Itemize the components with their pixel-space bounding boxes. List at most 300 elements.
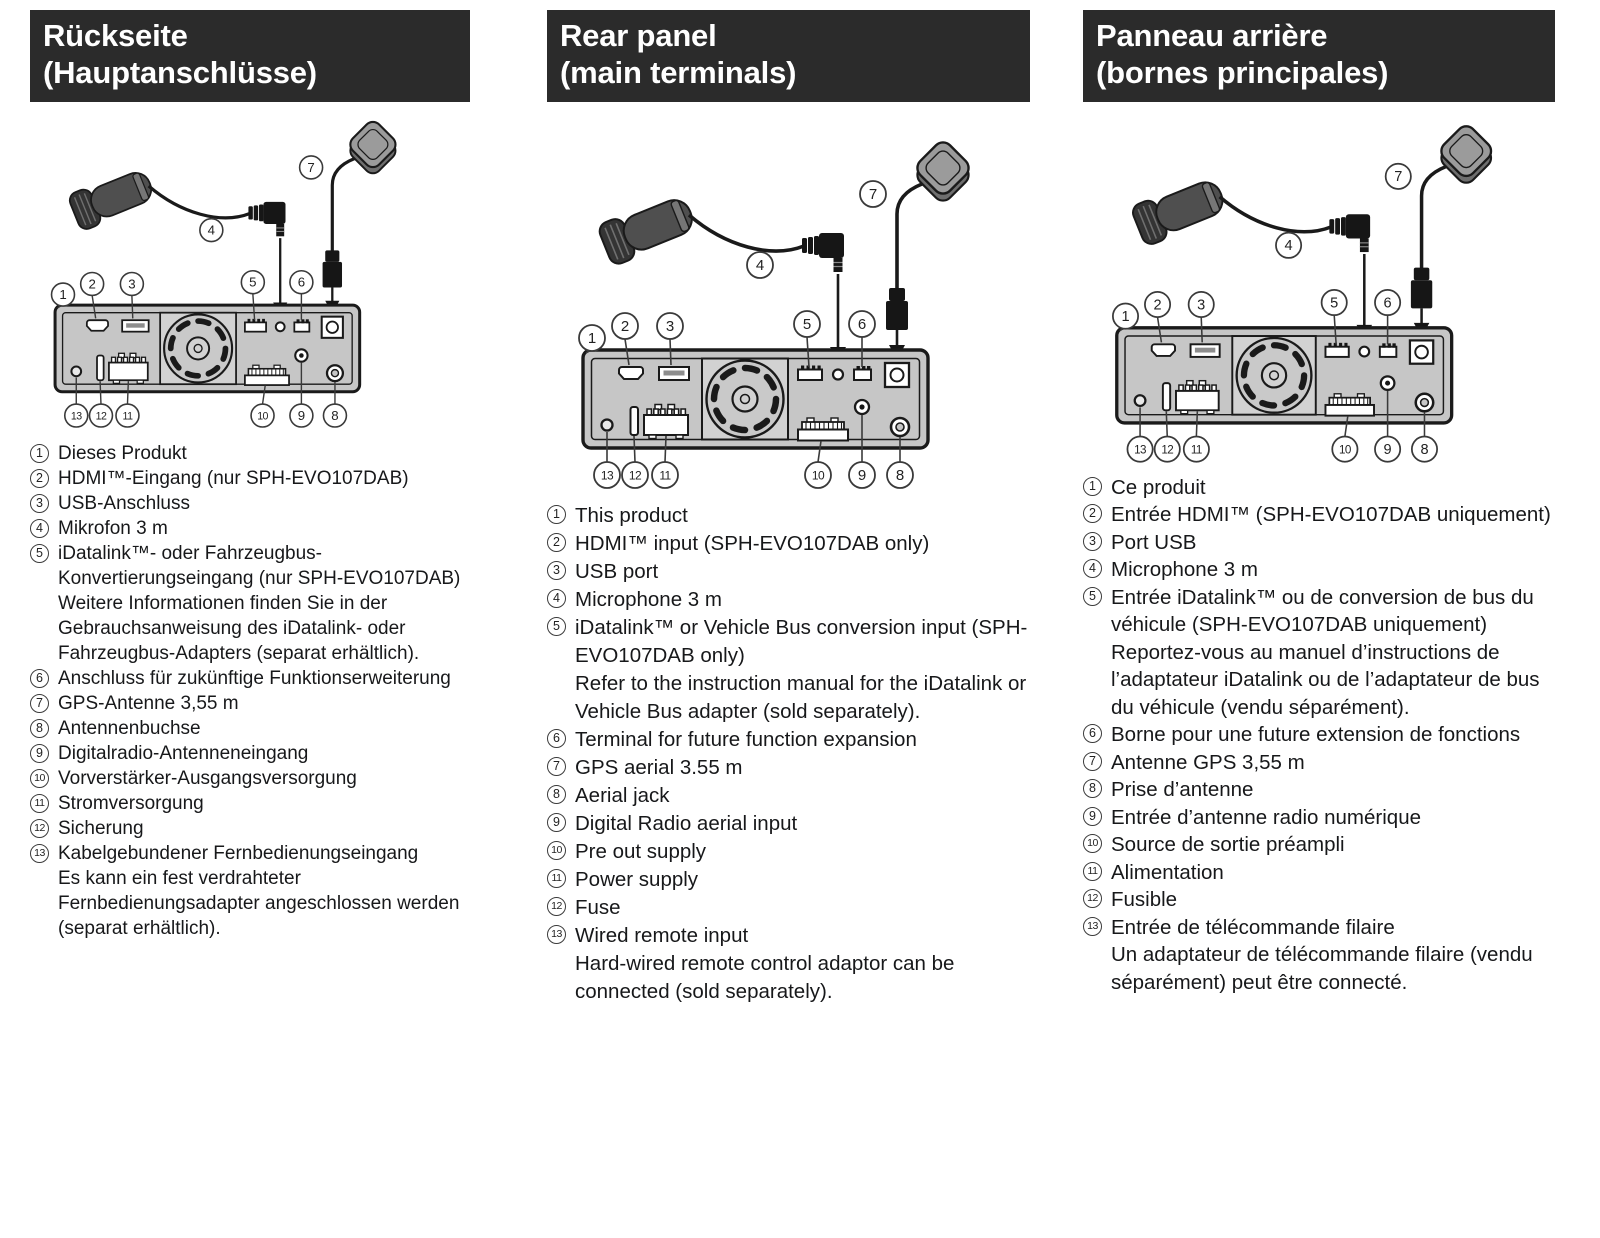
item-text (1111, 831, 1555, 859)
list-item (30, 441, 470, 466)
item-number-badge: 12 (30, 819, 49, 838)
list-item (1083, 584, 1555, 722)
list-item (1083, 501, 1555, 529)
aerial-jack (1416, 394, 1433, 411)
callout-5 (794, 311, 820, 337)
svg-text:9: 9 (1383, 441, 1392, 458)
wired-remote-jack (602, 420, 613, 431)
list-item (547, 894, 1030, 922)
svg-text:13: 13 (70, 410, 82, 423)
svg-text:4: 4 (1284, 238, 1293, 255)
item-number-badge: 7 (1083, 752, 1102, 771)
callout-3 (657, 313, 683, 339)
svg-text:3: 3 (128, 276, 136, 292)
item-label: Stromversorgung (58, 792, 204, 814)
item-number-badge: 11 (30, 794, 49, 813)
gps-cable (886, 184, 922, 360)
rear-panel (583, 350, 928, 448)
svg-text:3: 3 (665, 318, 675, 335)
title-line1: Panneau arrière (1096, 18, 1328, 53)
title-line2: (main terminals) (560, 55, 797, 90)
callout-9 (849, 462, 875, 488)
column-english (547, 10, 1030, 1006)
item-text (58, 816, 470, 841)
item-number-badge: 6 (1083, 724, 1102, 743)
svg-text:11: 11 (122, 410, 133, 423)
list-item (1083, 721, 1555, 749)
item-number-badge: 7 (547, 757, 566, 776)
svg-text:6: 6 (1383, 295, 1392, 312)
svg-text:3: 3 (1197, 297, 1206, 314)
item-label: Prise d’antenne (1111, 778, 1254, 802)
title-line2: (Hauptanschlüsse) (43, 55, 317, 90)
item-label: Entrée HDMI™ (SPH-EVO107DAB uniquement) (1111, 503, 1551, 527)
item-text (575, 782, 1030, 810)
section-title-de (30, 10, 470, 102)
svg-text:9: 9 (857, 467, 867, 484)
callout-11 (1184, 437, 1209, 462)
callout-4 (747, 252, 773, 278)
callout-11 (652, 462, 678, 488)
fuse-slot (97, 356, 104, 381)
item-label: HDMI™-Eingang (nur SPH-EVO107DAB) (58, 467, 409, 489)
item-text (575, 586, 1030, 614)
svg-text:1: 1 (1121, 308, 1130, 325)
preout-connector (245, 365, 289, 385)
item-text (1111, 501, 1555, 529)
microphone-icon (597, 191, 699, 266)
item-number-badge: 13 (30, 844, 49, 863)
item-label: Entrée iDatalink™ ou de conversion de bus du véhicule (SPH-EVO107DAB uniquement) (1111, 585, 1534, 637)
list-item (30, 741, 470, 766)
item-label: USB-Anschluss (58, 492, 190, 514)
rear-panel-diagram-svg (48, 118, 410, 429)
item-label: Ce produit (1111, 475, 1206, 499)
callout-10 (805, 462, 831, 488)
svg-text:2: 2 (1153, 297, 1162, 314)
list-item (547, 502, 1030, 530)
hdmi-port (1152, 344, 1175, 356)
wired-remote-jack (1135, 395, 1146, 406)
list-item (547, 726, 1030, 754)
callout-4 (1276, 233, 1301, 258)
digital-radio-jack (855, 400, 869, 414)
rear-panel-diagram-svg (575, 138, 985, 490)
item-label: Wired remote input (575, 924, 749, 947)
item-label: Dieses Produkt (58, 442, 187, 464)
svg-text:2: 2 (620, 318, 630, 335)
microphone-cable (1220, 197, 1372, 340)
gps-port (885, 363, 909, 387)
callout-7 (860, 181, 886, 207)
callout-9 (290, 404, 313, 427)
item-text (575, 502, 1030, 530)
callout-9 (1375, 437, 1400, 462)
list-item (1083, 914, 1555, 997)
item-text (58, 491, 470, 516)
expansion-port (294, 319, 309, 331)
list-item (1083, 749, 1555, 777)
svg-text:13: 13 (1134, 443, 1146, 457)
svg-text:4: 4 (755, 257, 765, 274)
list-item (547, 614, 1030, 726)
expansion-port (1380, 343, 1397, 357)
list-item (30, 841, 470, 941)
item-number-badge: 8 (30, 719, 49, 738)
fan-icon (1232, 336, 1315, 415)
list-item (547, 838, 1030, 866)
microphone-icon (67, 165, 157, 231)
svg-text:1: 1 (59, 286, 67, 302)
terminal-list-fr (1083, 474, 1555, 997)
item-number-badge: 2 (1083, 504, 1102, 523)
callout-7 (300, 156, 323, 179)
item-label: Port USB (1111, 530, 1197, 554)
preout-connector (1325, 394, 1374, 416)
expansion-port (854, 366, 871, 380)
aerial-jack (891, 418, 909, 436)
wired-remote-jack (71, 367, 81, 377)
item-number-badge: 4 (30, 519, 49, 538)
callout-2 (1145, 292, 1170, 317)
item-text (58, 466, 470, 491)
svg-text:5: 5 (1330, 295, 1339, 312)
item-text (575, 754, 1030, 782)
list-item (547, 586, 1030, 614)
list-item (30, 691, 470, 716)
item-number-badge: 11 (1083, 862, 1102, 881)
terminal-list-en (547, 502, 1030, 1006)
item-text (1111, 914, 1555, 997)
list-item (1083, 776, 1555, 804)
gps-antenna-icon (913, 138, 972, 204)
list-item (30, 666, 470, 691)
item-label: GPS-Antenne 3,55 m (58, 692, 239, 714)
list-item (547, 530, 1030, 558)
callout-10 (1332, 437, 1357, 462)
item-label: Entrée de télécommande filaire (1111, 915, 1395, 939)
digital-radio-jack (295, 349, 307, 361)
list-item (547, 754, 1030, 782)
item-text (58, 666, 470, 691)
item-number-badge: 10 (30, 769, 49, 788)
list-item (30, 716, 470, 741)
section-title-en (547, 10, 1030, 102)
item-text (1111, 804, 1555, 832)
item-text (58, 691, 470, 716)
svg-text:1: 1 (587, 330, 597, 347)
item-note: Weitere Informationen finden Sie in der Gebrauchsanweisung des iDatalink- oder Fahrzeugbus-Adapters (separat erhältlich). (58, 592, 420, 664)
item-note: Refer to the instruction manual for the iDatalink or Vehicle Bus adapter (sold separately). (575, 672, 1027, 723)
item-label: Alimentation (1111, 860, 1224, 884)
item-number-badge: 8 (547, 785, 566, 804)
item-text (575, 866, 1030, 894)
item-text (1111, 776, 1555, 804)
list-item (547, 866, 1030, 894)
item-label: HDMI™ input (SPH-EVO107DAB only) (575, 532, 930, 555)
callout-6 (290, 271, 313, 294)
section-title-fr (1083, 10, 1555, 102)
item-label: iDatalink™ or Vehicle Bus conversion input (SPH-EVO107DAB only) (575, 616, 1028, 667)
microphone-jack (1359, 347, 1369, 357)
item-text (1111, 584, 1555, 722)
item-text (58, 791, 470, 816)
item-text (58, 541, 470, 666)
fuse-slot (1163, 383, 1170, 410)
item-note: Reportez-vous au manuel d’instructions de l’adaptateur iDatalink ou de l’adaptateur de bus du véhicule (vendu séparément). (1111, 640, 1540, 719)
item-label: USB port (575, 560, 659, 583)
list-item (1083, 529, 1555, 557)
svg-text:5: 5 (802, 316, 812, 333)
item-label: Entrée d’antenne radio numérique (1111, 805, 1421, 829)
svg-text:11: 11 (1190, 443, 1202, 457)
hdmi-port (87, 320, 108, 331)
list-item (547, 810, 1030, 838)
callout-5 (241, 271, 264, 294)
item-number-badge: 6 (547, 729, 566, 748)
svg-text:7: 7 (868, 186, 878, 203)
title-line1: Rückseite (43, 18, 188, 53)
svg-text:12: 12 (628, 468, 642, 483)
gps-port (1410, 340, 1433, 363)
item-number-badge: 5 (547, 617, 566, 636)
item-text (1111, 749, 1555, 777)
callout-8 (887, 462, 913, 488)
usb-port (122, 320, 148, 331)
item-label: Sicherung (58, 817, 144, 839)
item-label: Digitalradio-Antenneneingang (58, 742, 309, 764)
microphone-cable (149, 186, 288, 316)
svg-text:8: 8 (1420, 441, 1429, 458)
callout-8 (323, 404, 346, 427)
callout-11 (116, 404, 139, 427)
callout-3 (1189, 292, 1214, 317)
item-text (575, 810, 1030, 838)
item-text (575, 894, 1030, 922)
title-line1: Rear panel (560, 18, 717, 53)
manual-page (0, 10, 1600, 1006)
gps-antenna-icon (347, 118, 399, 177)
item-number-badge: 1 (1083, 477, 1102, 496)
item-text (1111, 721, 1555, 749)
callout-4 (200, 219, 223, 242)
column-french (1083, 10, 1555, 996)
item-label: Fusible (1111, 888, 1178, 912)
item-text (575, 530, 1030, 558)
svg-text:6: 6 (857, 316, 867, 333)
callout-12 (1155, 437, 1180, 462)
callout-1 (1113, 304, 1138, 329)
item-label: Source de sortie préampli (1111, 833, 1345, 857)
item-number-badge: 3 (547, 561, 566, 580)
callout-8 (1412, 437, 1437, 462)
item-text (575, 614, 1030, 726)
usb-port (659, 367, 689, 380)
callout-1 (579, 325, 605, 351)
item-label: Anschluss für zukünftige Funktionserweiterung (58, 667, 451, 689)
item-text (58, 741, 470, 766)
item-label: Aerial jack (575, 784, 670, 807)
callout-10 (251, 404, 274, 427)
item-number-badge: 12 (547, 897, 566, 916)
item-label: iDatalink™- oder Fahrzeugbus-Konvertierungseingang (nur SPH-EVO107DAB) (58, 542, 461, 589)
svg-text:10: 10 (811, 468, 825, 483)
rear-panel-diagram (1109, 122, 1507, 464)
microphone-cable (689, 215, 846, 362)
item-text (58, 766, 470, 791)
item-text (1111, 886, 1555, 914)
item-number-badge: 11 (547, 869, 566, 888)
callout-1 (52, 283, 75, 306)
item-number-badge: 4 (1083, 559, 1102, 578)
svg-text:12: 12 (1161, 443, 1174, 457)
item-note: Un adaptateur de télécommande filaire (vendu séparément) peut être connecté. (1111, 943, 1533, 994)
list-item (1083, 831, 1555, 859)
list-item (30, 516, 470, 541)
title-line2: (bornes principales) (1096, 55, 1389, 90)
rear-panel (1117, 328, 1452, 423)
callout-6 (1375, 290, 1400, 315)
svg-text:6: 6 (297, 274, 306, 290)
svg-text:7: 7 (307, 159, 315, 175)
item-note: Es kann ein fest verdrahteter Fernbedienungsadapter angeschlossen werden (separat erhältlich). (58, 867, 460, 939)
item-number-badge: 9 (547, 813, 566, 832)
svg-text:8: 8 (895, 467, 905, 484)
svg-text:5: 5 (249, 274, 257, 290)
item-number-badge: 10 (1083, 834, 1102, 853)
gps-antenna-icon (1437, 122, 1495, 186)
gps-port (322, 317, 343, 338)
item-text (58, 716, 470, 741)
item-number-badge: 2 (30, 469, 49, 488)
item-text (575, 838, 1030, 866)
item-text (575, 726, 1030, 754)
list-item (30, 816, 470, 841)
item-number-badge: 3 (30, 494, 49, 513)
terminal-list-de (30, 441, 470, 941)
item-label: Power supply (575, 868, 699, 891)
column-german (30, 10, 470, 941)
svg-text:13: 13 (600, 468, 614, 483)
usb-port (1191, 344, 1220, 357)
digital-radio-jack (1381, 376, 1395, 390)
item-label: This product (575, 504, 688, 527)
item-number-badge: 4 (547, 589, 566, 608)
item-number-badge: 1 (547, 505, 566, 524)
microphone-icon (1130, 174, 1229, 247)
item-number-badge: 3 (1083, 532, 1102, 551)
callout-2 (612, 313, 638, 339)
list-item (547, 922, 1030, 1006)
list-item (1083, 859, 1555, 887)
rear-panel-diagram (48, 118, 410, 429)
item-number-badge: 9 (1083, 807, 1102, 826)
item-note: Hard-wired remote control adaptor can be connected (sold separately). (575, 952, 955, 1003)
item-number-badge: 5 (1083, 587, 1102, 606)
svg-text:11: 11 (659, 468, 671, 483)
rear-panel-diagram-svg (1109, 122, 1507, 464)
svg-text:12: 12 (95, 410, 107, 423)
item-label: Antennenbuchse (58, 717, 201, 739)
list-item (1083, 474, 1555, 502)
item-label: Microphone 3 m (1111, 558, 1258, 582)
callout-3 (120, 273, 143, 296)
callout-13 (1127, 437, 1152, 462)
microphone-jack (276, 322, 285, 331)
item-label: Antenne GPS 3,55 m (1111, 750, 1305, 774)
item-label: Fuse (575, 896, 621, 919)
rear-panel-diagram (575, 138, 985, 490)
item-label: Vorverstärker-Ausgangsversorgung (58, 767, 357, 789)
svg-text:10: 10 (1338, 443, 1351, 457)
callout-5 (1322, 290, 1347, 315)
item-number-badge: 7 (30, 694, 49, 713)
list-item (30, 766, 470, 791)
item-text (1111, 529, 1555, 557)
item-text (575, 922, 1030, 1006)
list-item (1083, 804, 1555, 832)
item-text (1111, 474, 1555, 502)
callout-13 (594, 462, 620, 488)
callout-6 (849, 311, 875, 337)
item-number-badge: 10 (547, 841, 566, 860)
item-number-badge: 13 (547, 925, 566, 944)
item-label: Microphone 3 m (575, 588, 722, 611)
rear-panel (55, 305, 360, 392)
item-text (58, 441, 470, 466)
item-number-badge: 12 (1083, 889, 1102, 908)
gps-cable (1411, 167, 1446, 338)
fan-icon (160, 313, 236, 385)
svg-text:8: 8 (331, 407, 339, 423)
callout-2 (81, 273, 104, 296)
item-label: Pre out supply (575, 840, 707, 863)
item-number-badge: 2 (547, 533, 566, 552)
list-item (30, 466, 470, 491)
item-text (1111, 859, 1555, 887)
svg-text:2: 2 (88, 276, 96, 292)
item-number-badge: 13 (1083, 917, 1102, 936)
item-label: GPS aerial 3.55 m (575, 756, 743, 779)
item-label: Terminal for future function expansion (575, 728, 917, 751)
list-item (547, 558, 1030, 586)
fan-icon (702, 359, 788, 440)
list-item (547, 782, 1030, 810)
preout-connector (798, 418, 848, 441)
item-number-badge: 9 (30, 744, 49, 763)
gps-cable (323, 159, 355, 314)
hdmi-port (619, 367, 643, 379)
list-item (30, 791, 470, 816)
svg-text:4: 4 (207, 222, 216, 238)
item-label: Borne pour une future extension de fonctions (1111, 723, 1521, 747)
item-label: Kabelgebundener Fernbedienungseingang (58, 842, 419, 864)
svg-text:10: 10 (257, 410, 268, 423)
item-number-badge: 8 (1083, 779, 1102, 798)
callout-7 (1386, 164, 1411, 189)
aerial-jack (327, 365, 343, 381)
callout-12 (622, 462, 648, 488)
callout-13 (65, 404, 88, 427)
item-text (58, 516, 470, 541)
item-label: Digital Radio aerial input (575, 812, 798, 835)
item-text (575, 558, 1030, 586)
item-text (1111, 556, 1555, 584)
item-label: Mikrofon 3 m (58, 517, 168, 539)
list-item (1083, 886, 1555, 914)
fuse-slot (631, 407, 639, 435)
list-item (30, 541, 470, 666)
